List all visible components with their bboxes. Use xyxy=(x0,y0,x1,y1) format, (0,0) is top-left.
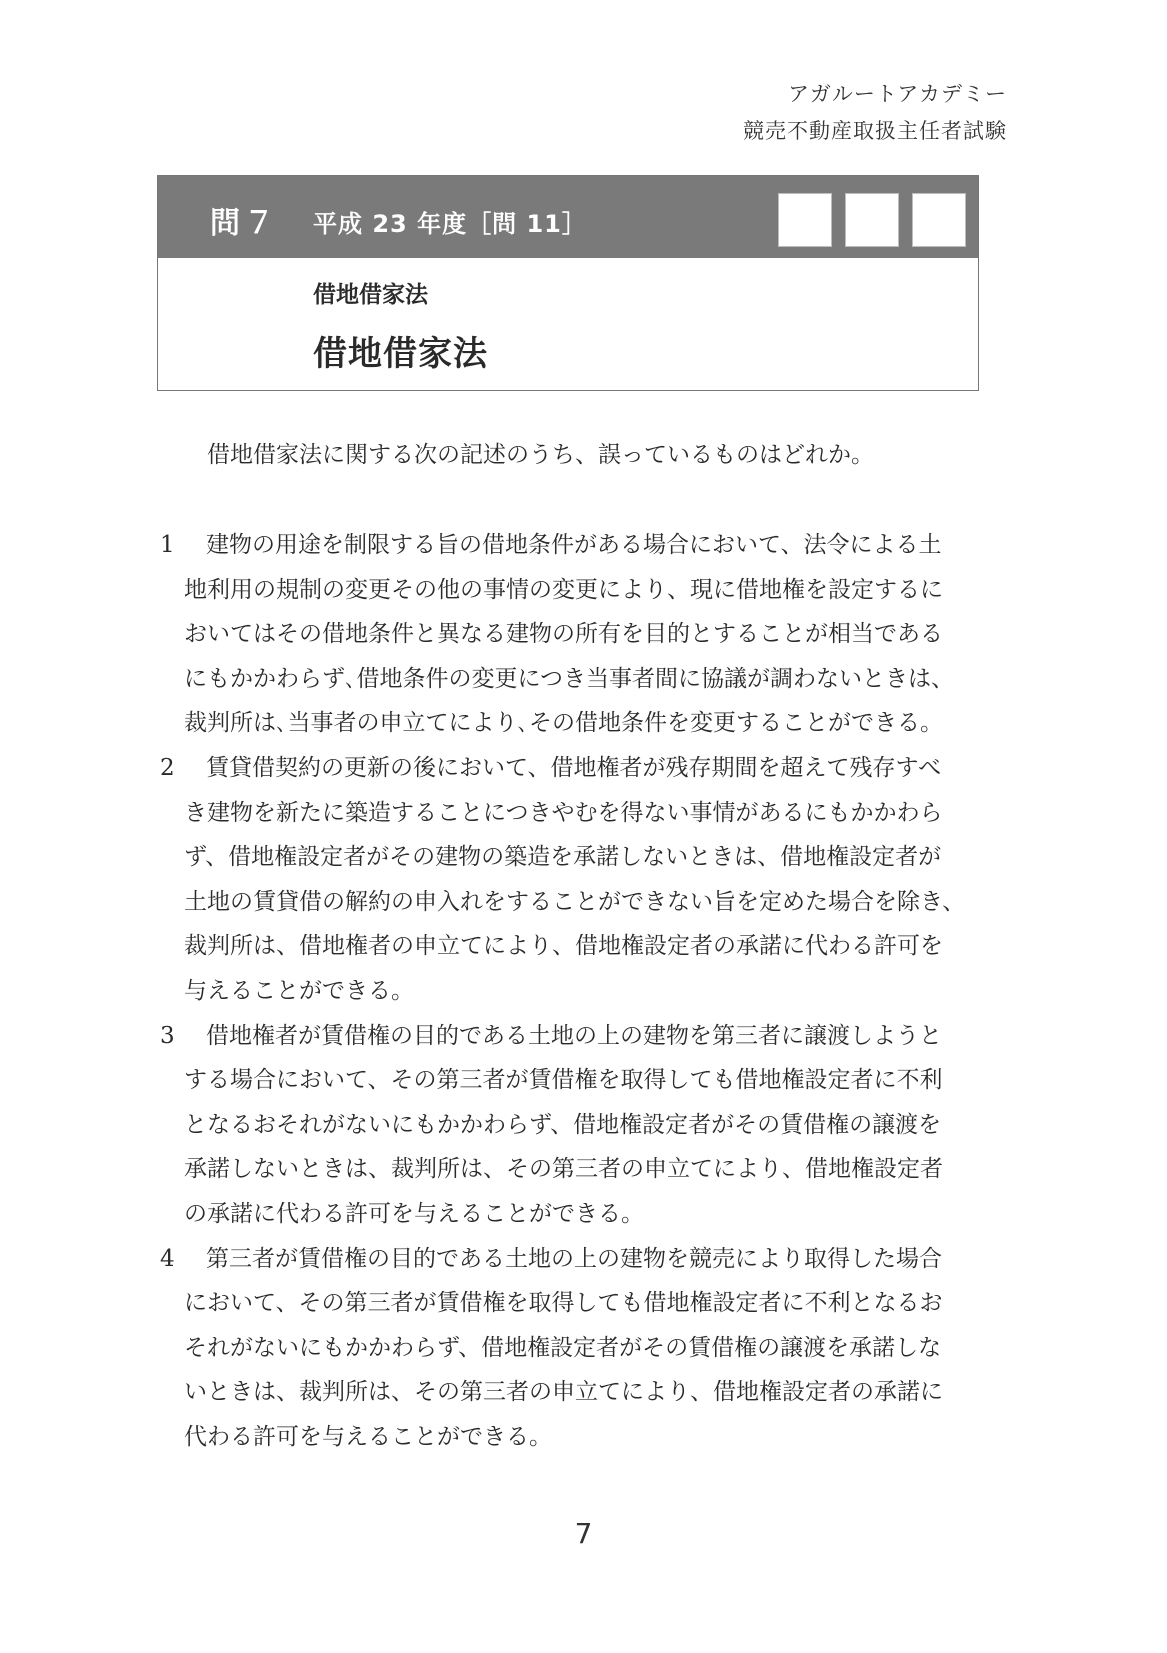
page-number: 7 xyxy=(574,1517,593,1550)
question-source: 平成 23 年度［問 11］ xyxy=(313,210,587,238)
publisher-name: アガルートアカデミー xyxy=(788,82,1007,106)
choice-text-line: き建物を新たに築造することにつきやむを得ない事情があるにもかかわら xyxy=(184,799,943,826)
choice-text-line: において、その第三者が賃借権を取得しても借地権設定者に不利となるお xyxy=(184,1290,943,1317)
choice-text-line: 建物の用途を制限する旨の借地条件がある場合において、法令による土 xyxy=(206,532,942,558)
choice-text-line: となるおそれがないにもかかわらず、借地権設定者がその賃借権の譲渡を xyxy=(184,1111,942,1138)
question-banner xyxy=(158,176,978,258)
choice-text-line: 裁判所は、借地権者の申立てにより、借地権設定者の承諾に代わる許可を xyxy=(184,933,943,960)
choice-text-line: おいてはその借地条件と異なる建物の所有を目的とすることが相当である xyxy=(184,621,943,648)
choice-number: 3 xyxy=(160,1022,175,1049)
choice-item xyxy=(160,746,1010,1014)
choice-text-line: 土地の賃貸借の解約の申入れをすることができない旨を定めた場合を除き、 xyxy=(184,888,966,915)
choice-text-line: 代わる許可を与えることができる。 xyxy=(184,1423,552,1450)
choice-number: 2 xyxy=(160,754,175,781)
choice-text-line: 承諾しないときは、裁判所は、その第三者の申立てにより、借地権設定者 xyxy=(184,1156,943,1183)
question-header-box xyxy=(157,175,979,391)
choice-text-line: の承諾に代わる許可を与えることができる。 xyxy=(184,1200,644,1227)
choice-text-line: ず、借地権設定者がその建物の築造を承諾しないときは、借地権設定者が xyxy=(184,844,942,871)
choice-text-line: にもかかわらず､借地条件の変更につき当事者間に協議が調わないときは、 xyxy=(184,665,955,692)
choice-item xyxy=(160,523,1010,746)
choice-text-line: する場合において、その第三者が賃借権を取得しても借地権設定者に不利 xyxy=(184,1067,943,1094)
page-header xyxy=(743,76,1007,150)
choice-text-line: それがないにもかかわらず、借地権設定者がその賃借権の譲渡を承諾しな xyxy=(184,1334,942,1361)
review-checkboxes xyxy=(778,193,966,247)
choice-text-line: 借地権者が賃借権の目的である土地の上の建物を第三者に譲渡しようと xyxy=(206,1022,942,1049)
choice-number: 4 xyxy=(160,1245,175,1272)
choice-text-line: 地利用の規制の変更その他の事情の変更により、現に借地権を設定するに xyxy=(184,576,943,603)
choice-item xyxy=(160,1237,1010,1460)
choice-text-line: 与えることができる。 xyxy=(184,977,414,1004)
question-number: 問７ xyxy=(210,206,278,241)
review-checkbox-2 xyxy=(845,193,899,247)
choice-text-line: 裁判所は､当事者の申立てにより､その借地条件を変更することができる。 xyxy=(184,710,943,737)
exam-name: 競売不動産取扱主任者試験 xyxy=(743,119,1007,143)
choice-text-line: いときは、裁判所は、その第三者の申立てにより、借地権設定者の承諾に xyxy=(184,1379,943,1406)
review-checkbox-3 xyxy=(912,193,966,247)
review-checkbox-1 xyxy=(778,193,832,247)
question-subject: 借地借家法 xyxy=(313,282,428,308)
choice-item xyxy=(160,1014,1010,1237)
question-topic: 借地借家法 xyxy=(313,334,488,374)
choice-text-line: 賃貸借契約の更新の後において、借地権者が残存期間を超えて残存すべ xyxy=(206,754,942,781)
question-stem: 借地借家法に関する次の記述のうち、誤っているものはどれか。 xyxy=(207,442,874,468)
choice-number: 1 xyxy=(160,532,175,558)
choice-text-line: 第三者が賃借権の目的である土地の上の建物を競売により取得した場合 xyxy=(206,1245,942,1272)
choice-list xyxy=(160,523,1010,1459)
